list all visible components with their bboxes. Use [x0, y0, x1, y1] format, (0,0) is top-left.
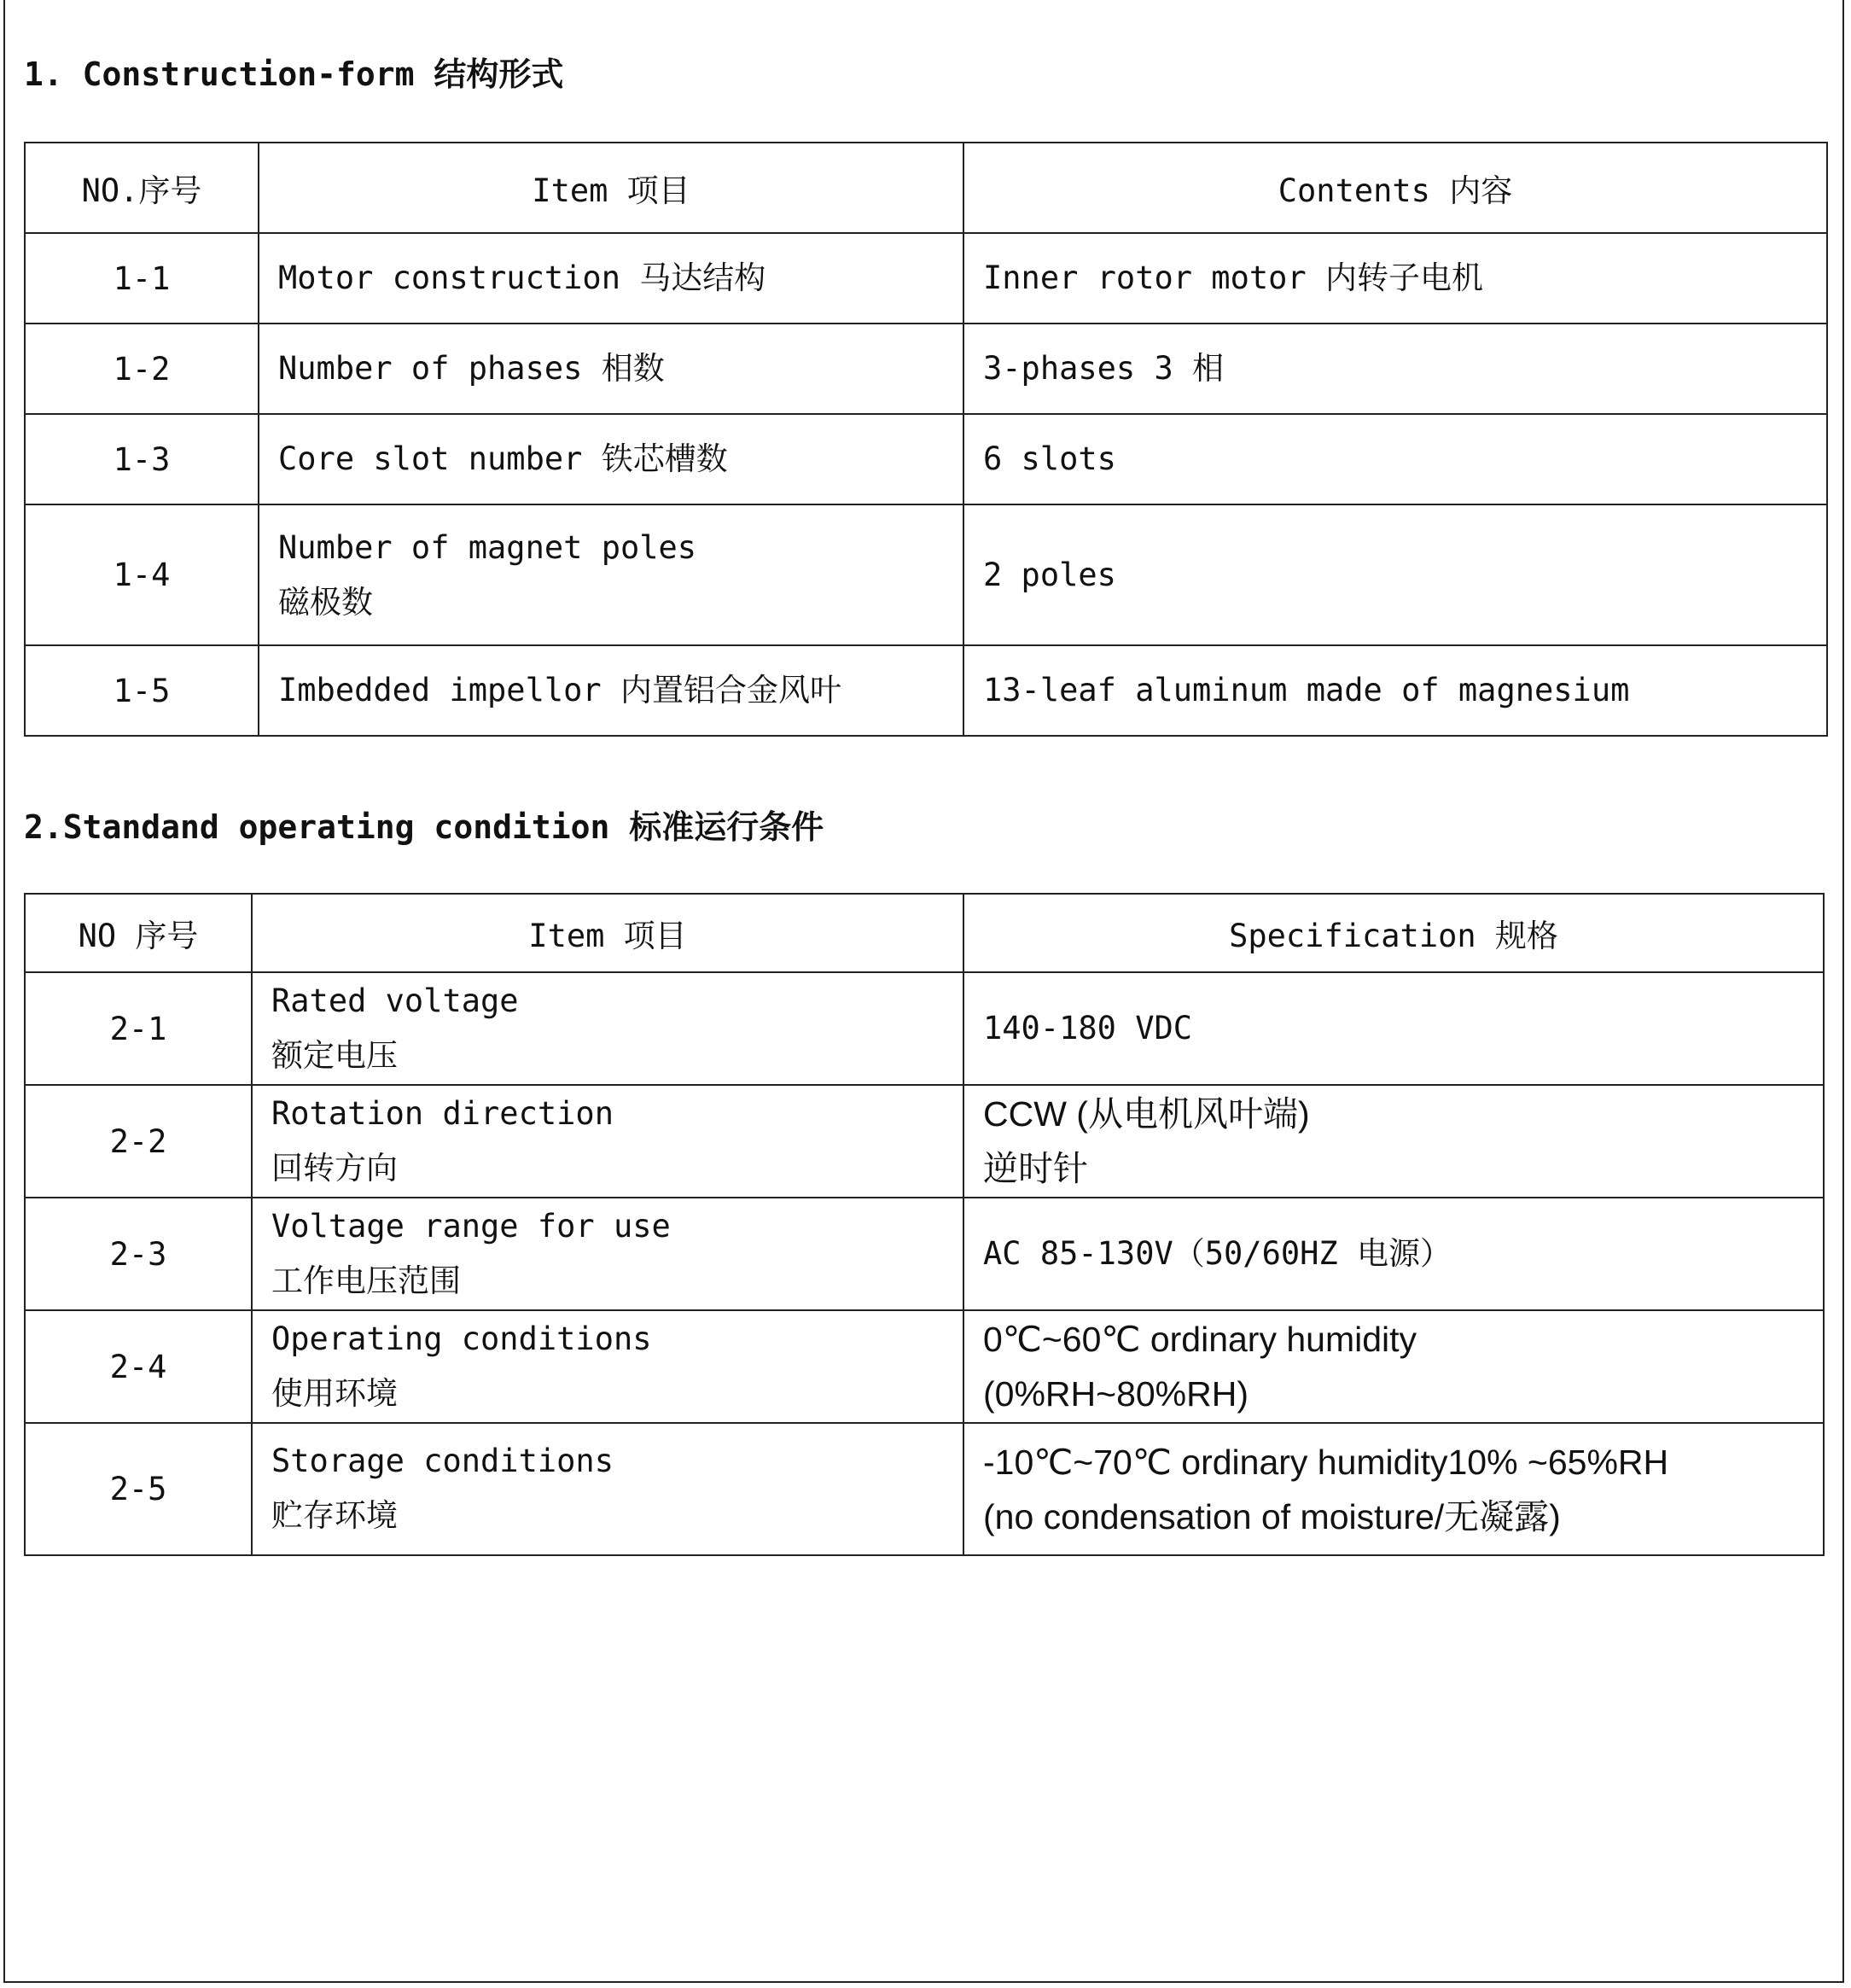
content-text: 13-leaf aluminum made of magnesium	[983, 672, 1630, 708]
header-spec: Specification 规格	[963, 894, 1824, 972]
table-row	[25, 1085, 1824, 1198]
row-no: 2-5	[25, 1423, 252, 1555]
row-item	[259, 645, 963, 736]
item-text: Core slot number 铁芯槽数	[278, 440, 728, 477]
row-spec	[963, 972, 1824, 1085]
item-text-en: Operating conditions	[271, 1320, 652, 1357]
item-text: Number of phases 相数	[278, 350, 665, 387]
row-item	[259, 324, 963, 414]
content-text: 3-phases 3 相	[983, 350, 1225, 387]
row-no: 1-4	[25, 504, 259, 645]
row-no: 1-1	[25, 233, 259, 324]
item-text-en: Rated voltage	[271, 982, 519, 1019]
table-row	[25, 1310, 1824, 1423]
row-item	[252, 1198, 963, 1310]
row-item	[252, 1085, 963, 1198]
row-spec	[963, 1198, 1824, 1310]
item-text-cn: 贮存环境	[271, 1497, 398, 1534]
item-text-cn: 使用环境	[271, 1375, 398, 1412]
table-row	[25, 414, 1827, 504]
operating-condition-table	[24, 893, 1825, 1556]
row-item	[259, 233, 963, 324]
table-row	[25, 645, 1827, 736]
header-no: NO.序号	[25, 143, 259, 233]
row-content	[963, 504, 1827, 645]
row-no: 2-3	[25, 1198, 252, 1310]
content-text: 2 poles	[983, 556, 1116, 593]
item-text-en: Rotation direction	[271, 1095, 614, 1132]
row-no: 2-4	[25, 1310, 252, 1423]
content-text: 6 slots	[983, 440, 1116, 477]
item-text-cn: 磁极数	[278, 583, 373, 621]
spec-text-line2: (no condensation of moisture/无凝露)	[983, 1496, 1561, 1536]
row-item	[259, 504, 963, 645]
table-row	[25, 1198, 1824, 1310]
spec-text: AC 85-130V（50/60HZ 电源）	[983, 1235, 1452, 1272]
spec-text-line2: (0%RH~80%RH)	[983, 1374, 1249, 1414]
item-text: Motor construction 马达结构	[278, 259, 766, 296]
table-row	[25, 233, 1827, 324]
item-text: Imbedded impellor 内置铝合金风叶	[278, 672, 841, 708]
row-no: 1-2	[25, 324, 259, 414]
table-header-row	[25, 894, 1824, 972]
table-row	[25, 324, 1827, 414]
construction-form-table	[24, 142, 1828, 737]
row-spec	[963, 1085, 1824, 1198]
row-content	[963, 414, 1827, 504]
row-item	[252, 1310, 963, 1423]
row-spec	[963, 1310, 1824, 1423]
section-1-heading: 1. Construction-form 结构形式	[24, 55, 564, 93]
table-row	[25, 504, 1827, 645]
spec-text-line1: -10℃~70℃ ordinary humidity10% ~65%RH	[983, 1442, 1669, 1482]
table-header-row	[25, 143, 1827, 233]
row-no: 1-3	[25, 414, 259, 504]
table-row	[25, 972, 1824, 1085]
header-no: NO 序号	[25, 894, 252, 972]
spec-text-line1: CCW (从电机风叶端)	[983, 1094, 1310, 1134]
row-no: 2-1	[25, 972, 252, 1085]
item-text-en: Storage conditions	[271, 1443, 614, 1479]
item-text-cn: 额定电压	[271, 1037, 398, 1074]
table-row	[25, 1423, 1824, 1555]
row-no: 1-5	[25, 645, 259, 736]
row-spec	[963, 1423, 1824, 1555]
header-contents: Contents 内容	[963, 143, 1827, 233]
spec-text: 140-180 VDC	[983, 1010, 1193, 1046]
row-content	[963, 233, 1827, 324]
row-item	[252, 1423, 963, 1555]
row-item	[252, 972, 963, 1085]
spec-text-line2: 逆时针	[983, 1149, 1088, 1188]
row-content	[963, 645, 1827, 736]
row-content	[963, 324, 1827, 414]
header-item: Item 项目	[252, 894, 963, 972]
header-item: Item 项目	[259, 143, 963, 233]
row-no: 2-2	[25, 1085, 252, 1198]
item-text-cn: 回转方向	[271, 1150, 398, 1186]
item-text-cn: 工作电压范围	[271, 1262, 461, 1299]
section-2-heading: 2.Standand operating condition 标准运行条件	[24, 808, 824, 846]
item-text-en: Number of magnet poles	[278, 528, 697, 566]
row-item	[259, 414, 963, 504]
item-text-en: Voltage range for use	[271, 1208, 671, 1245]
spec-text-line1: 0℃~60℃ ordinary humidity	[983, 1320, 1417, 1359]
content-text: Inner rotor motor 内转子电机	[983, 259, 1483, 296]
